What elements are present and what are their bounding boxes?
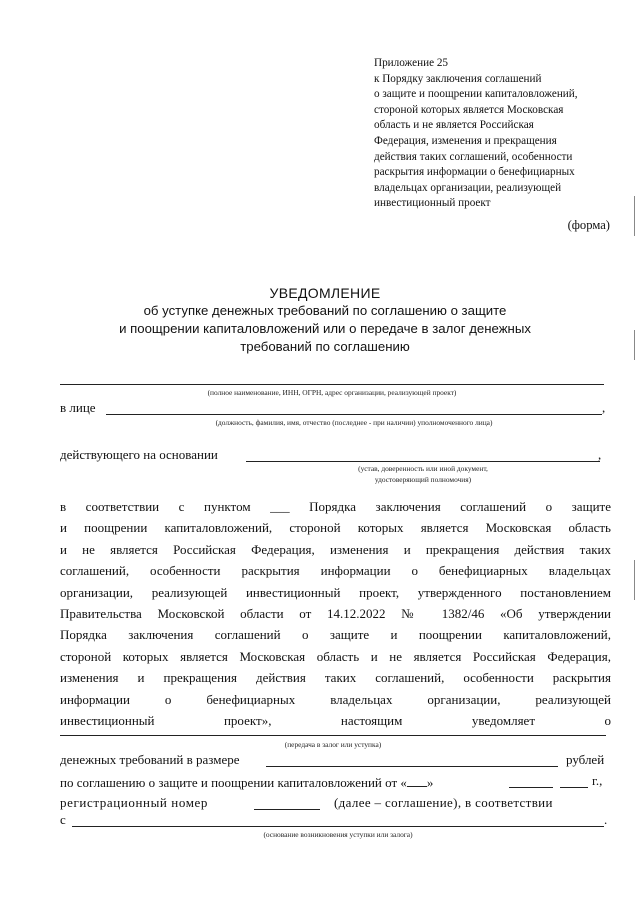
body-line: Порядка заключения соглашений о защите и поощрении капиталовложений, xyxy=(60,627,611,643)
appendix-line: к Порядку заключения соглашений xyxy=(374,72,542,85)
year-suffix: г., xyxy=(592,773,603,788)
agreement-text: по соглашению о защите и поощрении капиталовложений от « xyxy=(60,775,407,790)
notification-body-paragraph xyxy=(60,496,611,731)
body-line: соглашений, особенности раскрытия информации о бенефициарных владельцах xyxy=(60,563,611,579)
basis-document-field-line[interactable] xyxy=(246,461,600,462)
basis-document-field-hint: удостоверяющий полномочия) xyxy=(374,475,472,484)
amount-label: денежных требований в размере xyxy=(60,752,240,767)
document-subtitle-line: требований по соглашению xyxy=(240,339,410,354)
body-line: в соответствии с пунктом ___ Порядка заключения соглашений о защите xyxy=(60,499,611,514)
transfer-basis-field-line[interactable] xyxy=(72,826,604,827)
appendix-line: раскрытия информации о бенефициарных xyxy=(374,166,575,179)
period: . xyxy=(604,812,608,827)
page-edge-mark xyxy=(634,196,635,236)
agreement-date-text xyxy=(60,773,433,791)
appendix-reference xyxy=(374,56,624,212)
agreement-year-field[interactable] xyxy=(560,787,588,788)
appendix-line: Федерация, изменения и прекращения xyxy=(374,134,557,147)
document-subtitle-line: об уступке денежных требований по соглашению о защите xyxy=(143,303,507,318)
currency-label: рублей xyxy=(566,752,605,767)
transfer-basis-field-hint: (основание возникновения уступки или залога) xyxy=(263,830,413,839)
amount-field-line[interactable] xyxy=(266,766,558,767)
transfer-type-field-line[interactable] xyxy=(60,735,606,736)
appendix-line: стороной которых является Московская xyxy=(374,103,564,116)
appendix-line: действия таких соглашений, особенности xyxy=(374,150,573,163)
basis-label: действующего на основании xyxy=(60,447,218,462)
page-edge-mark xyxy=(634,560,635,600)
appendix-line: область и не является Российская xyxy=(374,119,534,132)
registration-label: регистрационный номер xyxy=(60,795,209,810)
comma: , xyxy=(598,447,602,462)
basis-document-field-hint: (устав, доверенность или иной документ, xyxy=(358,464,488,473)
comma: , xyxy=(602,400,606,415)
appendix-line: инвестиционный проект xyxy=(374,197,491,210)
in-person-label: в лице xyxy=(60,400,96,415)
with-label: с xyxy=(60,812,66,827)
body-line: изменения и прекращения действия таких соглашений, особенности раскрытия xyxy=(60,670,611,686)
agreement-quote-close: » xyxy=(426,775,434,790)
document-title: УВЕДОМЛЕНИЕ xyxy=(269,285,381,301)
transfer-type-field-hint: (передача в залог или уступка) xyxy=(284,740,382,749)
form-label: (форма) xyxy=(567,218,610,232)
appendix-line: владельцах организации, реализующей xyxy=(374,181,562,194)
registration-suffix: (далее – соглашение), в соответствии xyxy=(334,795,553,810)
page-edge-mark xyxy=(634,330,635,360)
organization-field-line[interactable] xyxy=(60,384,604,385)
authorized-person-field-hint: (должность, фамилия, имя, отчество (последнее - при наличии) уполномоченного лица) xyxy=(215,418,493,427)
organization-field-hint: (полное наименование, ИНН, ОГРН, адрес организации, реализующей проект) xyxy=(207,388,457,397)
body-line: инвестиционный проект», настоящим уведомляет о xyxy=(60,713,611,729)
registration-number-field[interactable] xyxy=(254,809,320,810)
body-line: и не является Российская Федерация, изменения и прекращения действия таких xyxy=(60,541,611,557)
body-line: организации, реализующей инвестиционный проект, утвержденного постановлением xyxy=(60,584,611,600)
body-line: и поощрении капиталовложений, стороной которых является Московская область xyxy=(60,520,611,536)
appendix-line: о защите и поощрении капиталовложений, xyxy=(374,88,578,101)
body-line: информации о бенефициарных владельцах организации, реализующей xyxy=(60,691,611,707)
body-line: стороной которых является Московская область и не является Российская Федерация, xyxy=(60,648,611,664)
document-subtitle-line: и поощрении капиталовложений или о передаче в залог денежных xyxy=(119,321,531,336)
document-heading xyxy=(40,284,610,356)
agreement-month-field[interactable] xyxy=(509,787,553,788)
body-line: Правительства Московской области от 14.12.2022 № 1382/46 «Об утверждении xyxy=(60,606,611,622)
agreement-day-field[interactable] xyxy=(407,773,427,787)
authorized-person-field-line[interactable] xyxy=(106,414,602,415)
appendix-line: Приложение 25 xyxy=(374,57,449,69)
